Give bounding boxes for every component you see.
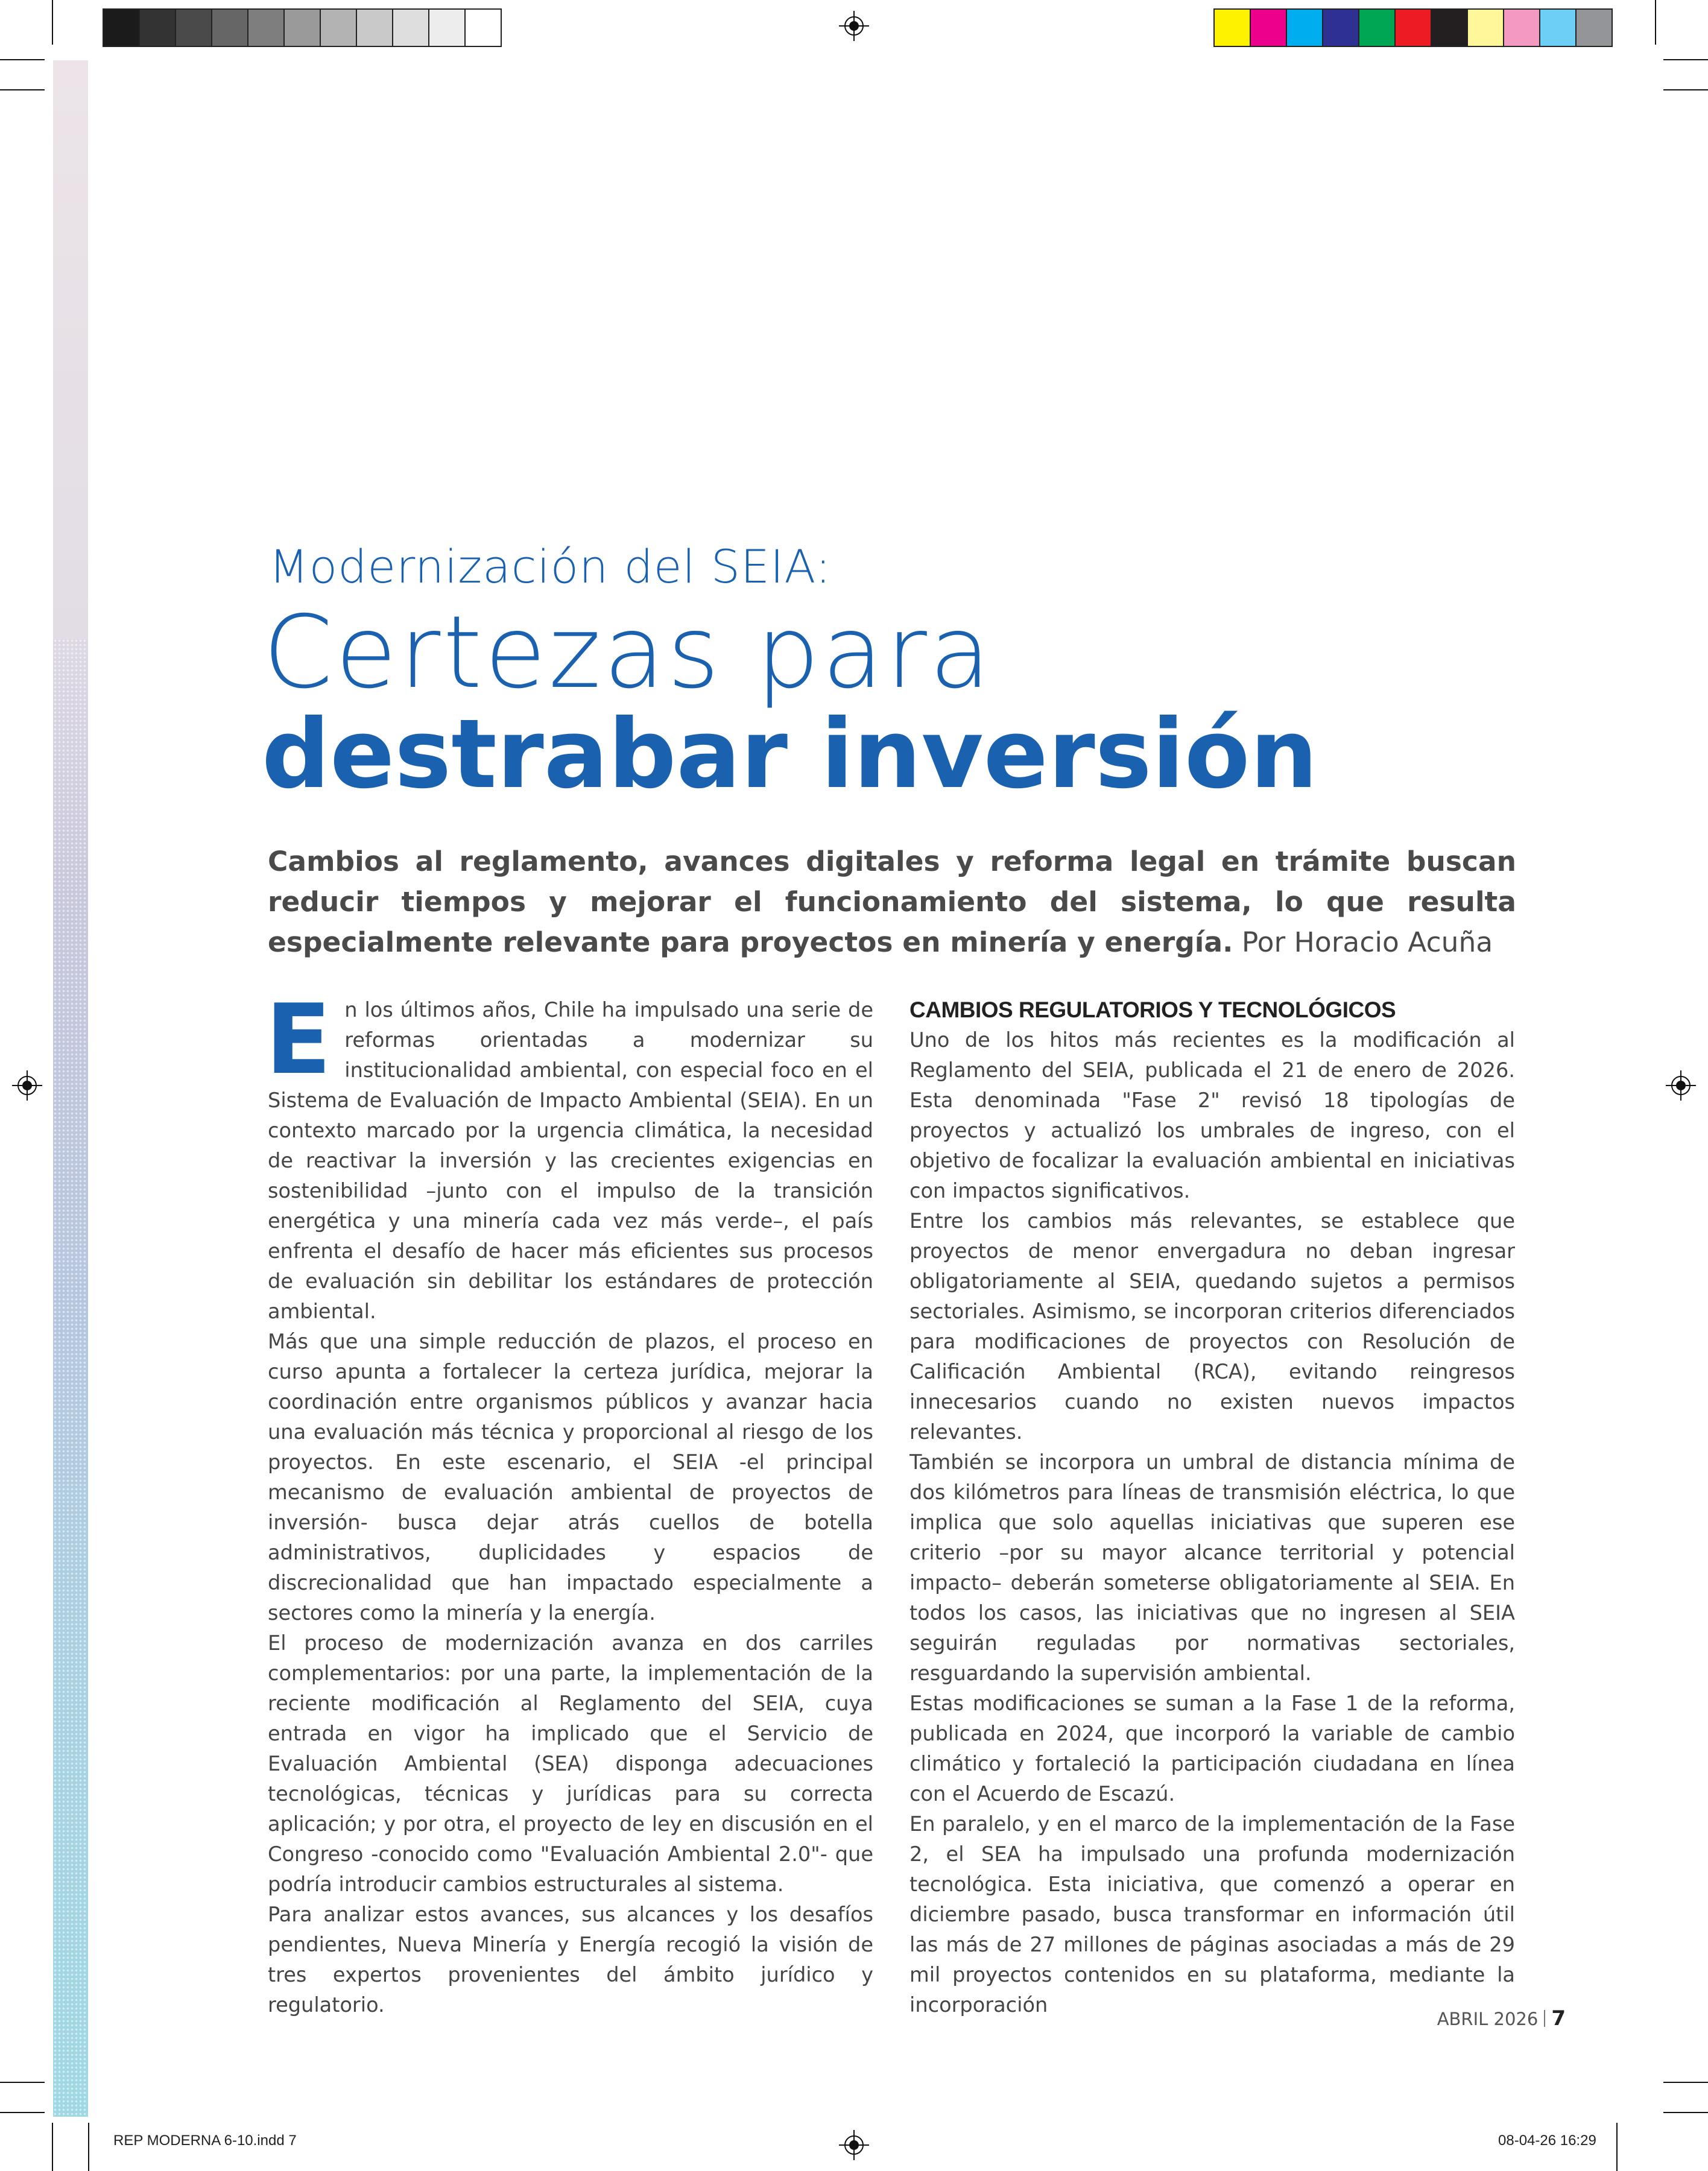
crop-mark (1655, 0, 1656, 45)
folio-separator (1544, 2010, 1545, 2027)
byline: Por Horacio Acuña (1233, 926, 1493, 958)
crop-mark (0, 2112, 45, 2113)
article-title-line-1: Certezas para (263, 595, 993, 711)
left-column (265, 983, 873, 2020)
color-swatch (176, 10, 212, 46)
registration-mark-right (1666, 1070, 1696, 1101)
color-swatch (140, 10, 176, 46)
color-swatch (1504, 10, 1540, 46)
color-swatch (393, 10, 429, 46)
paragraph-text: n los últimos años, Chile ha impulsado una serie de reformas orientadas a modernizar su institucionalidad ambiental, con especial foco en el Sistema de Evaluación de Impacto Ambiental (SEIA). En un contexto marcado por la urgencia climática, la necesidad de reactivar la inversión y las crecientes exigencias en sostenibilidad –junto con el impulso de la transición energética y una minería cada vez más verde–, el país enfrenta el desafío de hacer más eficientes sus procesos de evaluación sin debilitar los estándares de protección ambiental. (268, 998, 873, 1323)
color-swatch (212, 10, 248, 46)
color-swatch (321, 10, 357, 46)
paragraph (265, 983, 873, 1327)
crop-mark (1663, 59, 1708, 60)
paragraph: Uno de los hitos más recientes es la modificación al Reglamento del SEIA, publicada el 21 de enero de 2026. Esta denominada "Fase 2" revisó 18 tipologías de proyectos y actualizó los umbrales de ingreso, con el objetivo de focalizar la evaluación ambiental en iniciativas con impactos significativos. (909, 1028, 1515, 1202)
article-kicker: Modernización del SEIA: (269, 540, 832, 593)
crop-mark (0, 89, 45, 90)
folio-month: ABRIL 2026 (1437, 2009, 1539, 2029)
page-number: 7 (1551, 2006, 1566, 2030)
section-heading: CAMBIOS REGULATORIOS Y TECNOLÓGICOS (909, 997, 1396, 1022)
article-lead (268, 841, 1516, 962)
color-swatch (1396, 10, 1432, 46)
registration-mark-left (12, 1070, 42, 1101)
color-swatch (1287, 10, 1323, 46)
paragraph: También se incorpora un umbral de distancia mínima de dos kilómetros para líneas de transmisión eléctrica, lo que implica que solo aquellas iniciativas que superen ese criterio –por su mayor alcance territorial y potencial impacto– deberán someterse obligatoriamente al SEIA. En todos los casos, las iniciativas que no ingresen al SEIA seguirán reguladas por normativas sectoriales, resguardando la supervisión ambiental. (909, 1450, 1515, 1685)
slug-timestamp: 08-04-26 16:29 (1498, 2132, 1596, 2149)
color-swatch (285, 10, 321, 46)
color-swatch (1468, 10, 1504, 46)
color-swatch (1540, 10, 1577, 46)
color-swatch (1359, 10, 1396, 46)
paragraph: En paralelo, y en el marco de la implementación de la Fase 2, el SEA ha impulsado una profunda modernización tecnológica. Esta iniciativa, que comenzó a operar en diciembre pasado, busca transformar en información útil las más de 27 millones de páginas asociadas a más de 29 mil proyectos contenidos en su plataforma, mediante la incorporación (909, 1812, 1515, 2017)
decorative-side-band-top (53, 60, 88, 639)
crop-mark (52, 2123, 53, 2171)
color-swatch (104, 10, 140, 46)
slug-file-name: REP MODERNA 6-10.indd 7 (113, 2132, 297, 2149)
crop-mark (1663, 2112, 1708, 2113)
color-calibration-bar (1213, 8, 1613, 47)
gray-calibration-bar (103, 8, 502, 47)
color-swatch (248, 10, 285, 46)
color-swatch (1215, 10, 1251, 46)
color-swatch (357, 10, 393, 46)
paragraph: Entre los cambios más relevantes, se establece que proyectos de menor envergadura no deban ingresar obligatoriamente al SEIA, quedando sujetos a permisos sectoriales. Asimismo, se incorporan criterios diferenciados para modificaciones de proyectos con Resolución de Calificación Ambiental (RCA), evitando reingresos innecesarios cuando no existen nuevos impactos relevantes. (909, 1209, 1515, 1444)
registration-mark-top (839, 11, 869, 41)
paragraph: Estas modificaciones se suman a la Fase 1 de la reforma, publicada en 2024, que incorporó la variable de cambio climático y fortaleció la participación ciudadana en línea con el Acuerdo de Escazú. (909, 1692, 1515, 1806)
color-swatch (1323, 10, 1359, 46)
crop-mark (0, 59, 45, 60)
crop-mark (1616, 2123, 1618, 2171)
color-swatch (1251, 10, 1287, 46)
lead-text: Cambios al reglamento, avances digitales y reforma legal en trámite buscan reducir tiempos y mejorar el funcionamiento del sistema, lo que resulta especialmente relevante para proyectos en minería y energía. (268, 845, 1516, 958)
color-swatch (466, 10, 501, 46)
drop-cap: E (265, 983, 332, 1096)
crop-mark (88, 2123, 89, 2171)
paragraph: Para analizar estos avances, sus alcances y los desafíos pendientes, Nueva Minería y Energía recogió la visión de tres expertos provenientes del ámbito jurídico y regulatorio. (268, 1903, 873, 2017)
folio (1437, 2006, 1566, 2030)
crop-mark (0, 2082, 45, 2083)
crop-mark (1663, 89, 1708, 90)
paragraph: Más que una simple reducción de plazos, el proceso en curso apunta a fortalecer la certeza jurídica, mejorar la coordinación entre organismos públicos y avanzar hacia una evaluación más técnica y proporcional al riesgo de los proyectos. En este escenario, el SEIA -el principal mecanismo de evaluación ambiental de proyectos de inversión- busca dejar atrás cuellos de botella administrativos, duplicidades y espacios de discrecionalidad que han impactado especialmente a sectores como la minería y la energía. (268, 1330, 873, 1625)
paragraph: El proceso de modernización avanza en dos carriles complementarios: por una parte, la implementación de la reciente modificación al Reglamento del SEIA, cuya entrada en vigor ha implicado que el Servicio de Evaluación Ambiental (SEA) disponga adecuaciones tecnológicas, técnicas y jurídicas para su correcta aplicación; y por otra, el proyecto de ley en discusión en el Congreso -conocido como "Evaluación Ambiental 2.0"- que podría introducir cambios estructurales al sistema. (268, 1631, 873, 1896)
crop-mark (1663, 2082, 1708, 2083)
registration-mark-bottom (839, 2130, 869, 2160)
color-swatch (1577, 10, 1612, 46)
article-title-line-2: destrabar inversión (262, 699, 1318, 810)
crop-mark (52, 0, 53, 45)
color-swatch (429, 10, 466, 46)
right-column (909, 995, 1515, 2020)
color-swatch (1432, 10, 1468, 46)
